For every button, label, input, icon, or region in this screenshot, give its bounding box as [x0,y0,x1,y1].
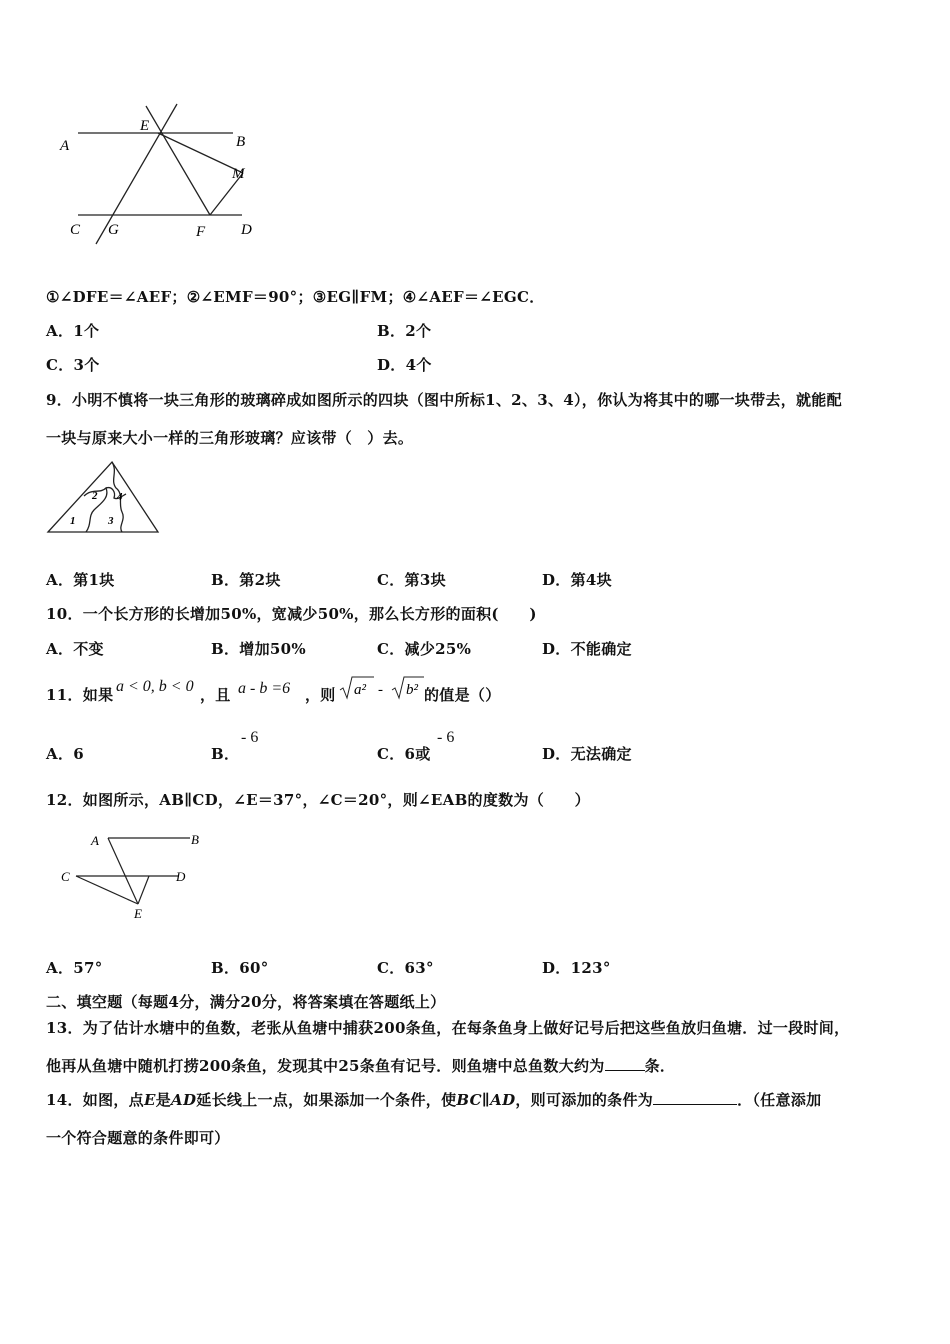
q11-prefix: 11．如果 [46,686,114,704]
q11-option-b-label[interactable]: B． [211,745,240,763]
label-a: A [91,833,99,848]
q11-sqrt-expression [338,673,428,703]
q8-option-d[interactable]: D．4个 [377,356,432,374]
q11-option-c-label[interactable]: C．6或 [377,745,431,763]
q12-option-b[interactable]: B．60° [211,959,269,977]
q11-condition-1: a < 0, b < 0 [116,678,194,695]
q14-text-4: ，则可添加的条件为 [515,1091,654,1109]
label-d: D [241,222,252,238]
minus-sign: - [378,682,383,698]
q9-option-b[interactable]: B．第2块 [211,571,281,589]
q12-option-c[interactable]: C．63° [377,959,434,977]
q11-option-d[interactable]: D．无法确定 [542,745,632,763]
q11-option-a[interactable]: A．6 [46,745,84,763]
line-ef [138,876,149,904]
crack-3 [106,488,126,499]
q8-option-a[interactable]: A．1个 [46,322,100,340]
q11-suffix: 的值是（） [424,686,501,704]
label-e: E [134,906,142,921]
q11-option-b-value: - 6 [241,729,259,746]
label-f: F [196,224,206,240]
label-c: C [70,222,81,238]
piece-2-label: 2 [92,490,98,502]
q14-parallel-condition: BC∥AD [456,1091,516,1109]
q12-option-a[interactable]: A．57° [46,959,103,977]
q12-option-d[interactable]: D．123° [542,959,611,977]
label-d: D [176,869,186,884]
q13-stem-line1: 13．为了估计水塘中的鱼数，老张从鱼塘中捕获200条鱼，在每条鱼身上做好记号后把这些鱼放归鱼塘．过一段时间， [46,1019,850,1037]
q12-figure [56,826,216,926]
q13-answer-blank[interactable] [605,1056,645,1071]
label-b: B [236,134,246,150]
section-heading: 二、填空题（每题4分，满分20分，将答案填在答题纸上） [46,993,446,1011]
q8-statements: ①∠DFE＝∠AEF；②∠EMF＝90°；③EG∥FM；④∠AEF＝∠EGC． [46,288,545,306]
q10-stem: 10．一个长方形的长增加50%，宽减少50%，那么长方形的面积( ) [46,605,537,623]
q14-answer-blank[interactable] [653,1090,737,1105]
q14-text-1: 14．如图，点 [46,1091,144,1109]
line-ce [76,876,138,904]
q11-condition-2: a - b =6 [238,680,291,697]
label-e: E [140,118,150,134]
q11-mid-2: ，则 [305,686,336,704]
q10-option-a[interactable]: A．不变 [46,640,104,658]
q13-text-before-blank: 他再从鱼塘中随机打捞200条鱼，发现其中25条鱼有记号．则鱼塘中总鱼数大约为 [46,1057,605,1075]
label-c: C [61,869,70,884]
sqrt-radicand-2: b² [406,682,418,698]
q9-option-d[interactable]: D．第4块 [542,571,612,589]
q13-text-after-blank: 条． [644,1057,676,1075]
q9-stem-line2: 一块与原来大小一样的三角形玻璃？应该带（ ）去。 [46,429,414,447]
q10-option-b[interactable]: B．增加50% [211,640,306,658]
sqrt-radicand-1: a² [354,682,366,698]
piece-4-label: 4 [117,491,123,503]
q8-option-b[interactable]: B．2个 [377,322,432,340]
q14-stem-line2: 一个符合题意的条件即可） [46,1129,230,1147]
q10-option-c[interactable]: C．减少25% [377,640,472,658]
q14-point-e: E [143,1091,156,1109]
q14-text-2: 是 [155,1091,172,1109]
q8-figure [50,98,280,248]
q14-text-5: ．（任意添加 [737,1091,822,1109]
line-ef [146,106,210,215]
q11-option-c-value: - 6 [437,729,455,746]
triangle-outline [48,462,158,532]
q11-mid-1: ，且 [200,686,231,704]
q9-stem-line1: 9．小明不慎将一块三角形的玻璃碎成如图所示的四块（图中所标1、2、3、4），你认为将其中的哪一块带去，就能配 [46,391,842,409]
piece-1-label: 1 [70,515,76,527]
label-a: A [60,138,70,154]
q9-figure [44,458,164,538]
q9-option-c[interactable]: C．第3块 [377,571,446,589]
label-b: B [191,832,199,847]
label-g: G [108,222,119,238]
q14-text-3: 延长线上一点，如果添加一个条件，使 [196,1091,457,1109]
q9-option-a[interactable]: A．第1块 [46,571,115,589]
q14-stem-line1 [46,1089,821,1110]
q12-stem: 12．如图所示，AB∥CD，∠E＝37°，∠C＝20°，则∠EAB的度数为（ ） [46,791,590,809]
line-ae [108,838,138,904]
q14-segment-ad: AD [171,1091,197,1109]
q10-option-d[interactable]: D．不能确定 [542,640,632,658]
q13-stem-line2 [46,1055,675,1076]
q8-option-c[interactable]: C．3个 [46,356,100,374]
piece-3-label: 3 [108,515,114,527]
line-em [158,133,246,173]
label-m: M [232,166,245,182]
